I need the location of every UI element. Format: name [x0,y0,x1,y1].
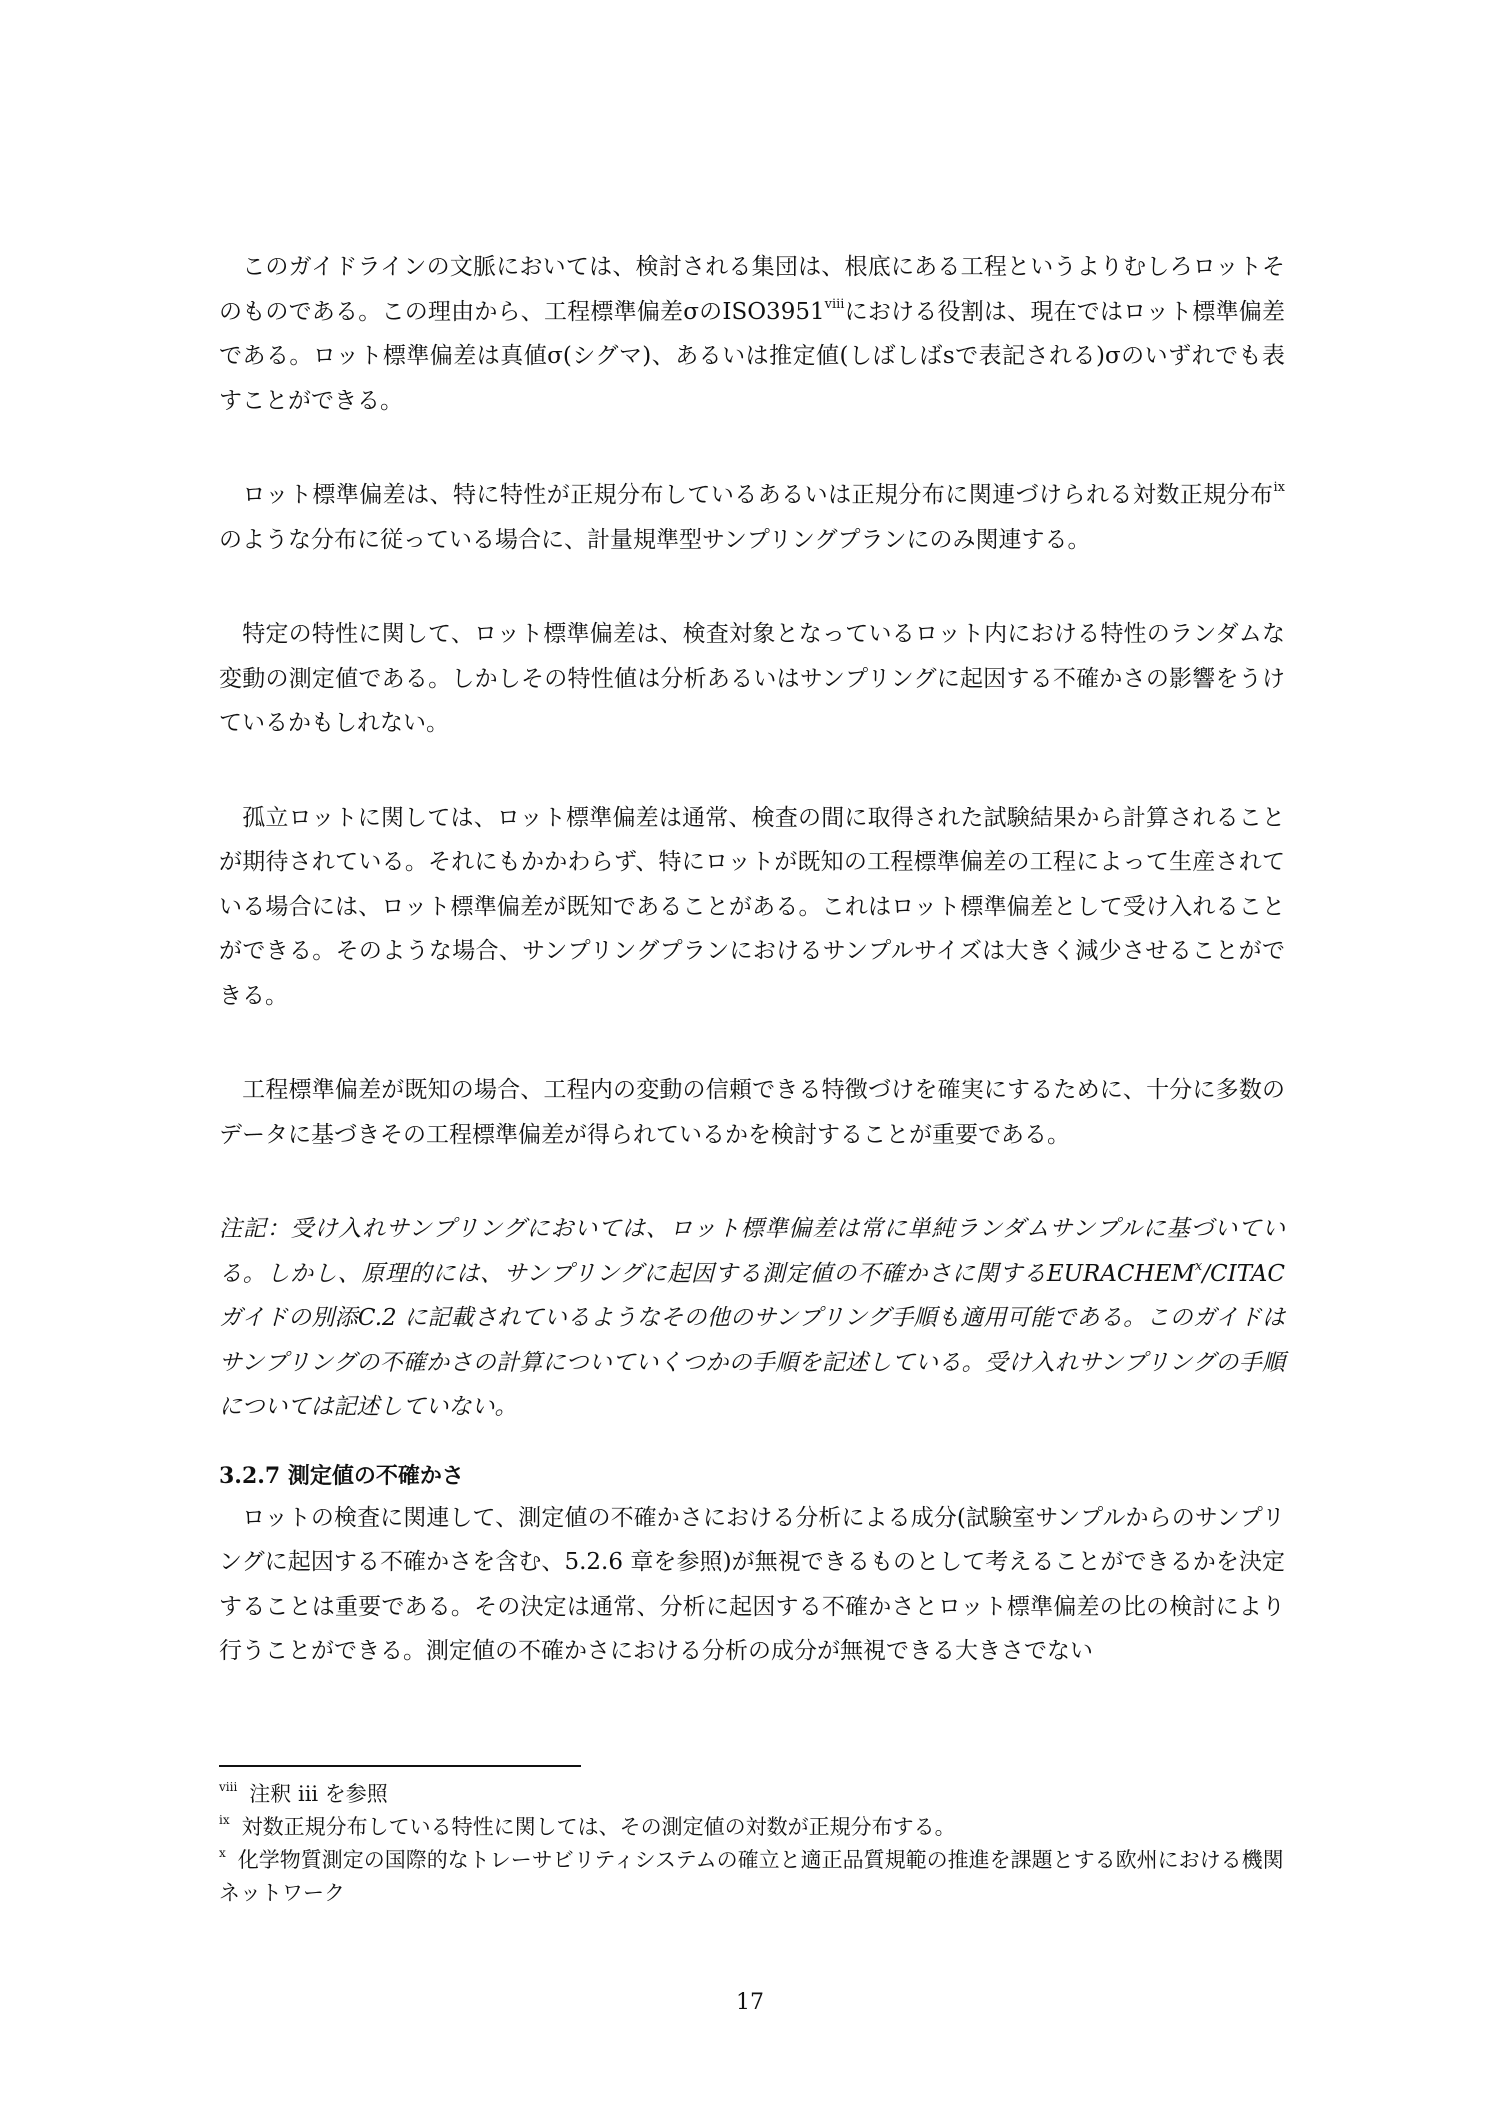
paragraph-3: 特定の特性に関して、ロット標準偏差は、検査対象となっているロット内における特性のランダムな変動の測定値である。しかしその特性値は分析あるいはサンプリングに起因する不確かさの影響をうけているかもしれない。 [219,621,1285,736]
section-paragraph: ロットの検査に関連して、測定値の不確かさにおける分析による成分(試験室サンプルからのサンプリングに起因する不確かさを含む、5.2.6 章を参照)が無視できるものとして考えることができるかを決定することは重要である。その決定は通常、分析に起因する不確かさとロット標準偏差の比の検討により行うことができる。測定値の不確かさにおける分析の成分が無視できる大きさでない [219,1504,1285,1664]
footnotes [219,1778,1285,1910]
footnote-mark: viii [219,1780,238,1794]
footnote-x [219,1844,1285,1910]
paragraph-1 [219,245,1285,423]
paragraph-1-text-b: における役割は、現在ではロット標準偏差である。ロット標準偏差は真値σ(シグマ)、あるいは推定値(しばしばsで表記される)σのいずれでも表すことができる。 [219,298,1285,414]
footnote-text: 化学物質測定の国際的なトレーサビリティシステムの確立と適正品質規範の推進を課題とする欧州における機関ネットワーク [219,1848,1284,1905]
main-text [219,245,1285,1674]
footnote-text: 注釈 iii を参照 [249,1782,388,1806]
footnote-ref-viii: viii [824,296,845,312]
paragraph-1-text-a: このガイドラインの文脈においては、検討される集団は、根底にある工程というよりむしろロットそのものである。この理由から、工程標準偏差σのISO3951 [219,254,1285,325]
paragraph-2 [219,473,1285,562]
footnote-ref-x: x [1194,1258,1203,1274]
footnote-divider [219,1765,581,1767]
note-paragraph [219,1207,1285,1430]
footnote-viii [219,1778,1285,1811]
footnote-ref-ix: ix [1273,480,1285,496]
paragraph-4: 孤立ロットに関しては、ロット標準偏差は通常、検査の間に取得された試験結果から計算されることが期待されている。それにもかかわらず、特にロットが既知の工程標準偏差の工程によって生産されている場合には、ロット標準偏差が既知であることがある。これはロット標準偏差として受け入れることができる。そのような場合、サンプリングプランにおけるサンプルサイズは大きく減少させることができる。 [219,804,1285,1009]
footnote-mark: x [219,1846,226,1860]
footnote-ix [219,1811,1285,1844]
paragraph-2-text-a: ロット標準偏差は、特に特性が正規分布しているあるいは正規分布に関連づけられる対数正規分布 [219,482,1274,508]
paragraph-2-text-b: のような分布に従っている場合に、計量規準型サンプリングプランにのみ関連する。 [219,526,1091,553]
note-text-b: /CITAC ガイドの別添C.2 に記載されているようなその他のサンプリング手順も適用可能である。このガイドはサンプリングの不確かさの計算についていくつかの手順を記述している。受け入れサンプリングの手順については記述していない。 [219,1260,1285,1420]
footnote-text: 対数正規分布している特性に関しては、その測定値の対数が正規分布する。 [241,1815,956,1839]
footnote-mark: ix [219,1813,230,1827]
page-number: 17 [736,1990,764,2015]
paragraph-5: 工程標準偏差が既知の場合、工程内の変動の信頼できる特徴づけを確実にするために、十分に多数のデータに基づきその工程標準偏差が得られているかを検討することが重要である。 [219,1077,1285,1148]
section-heading: 3.2.7 測定値の不確かさ [219,1462,464,1489]
note-text-a: 注記：受け入れサンプリングにおいては、ロット標準偏差は常に単純ランダムサンプルに基づいている。しかし、原理的には、サンプリングに起因する測定値の不確かさに関するEURACHEM [219,1216,1285,1287]
